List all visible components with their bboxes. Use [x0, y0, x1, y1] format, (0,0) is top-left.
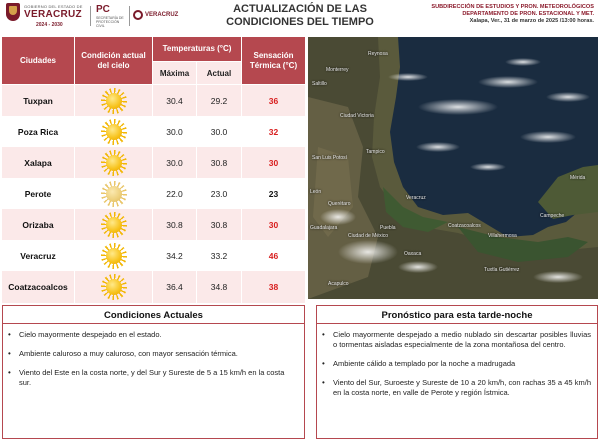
- max-temp-cell: 22.0: [153, 178, 196, 210]
- list-item: [322, 378, 591, 398]
- logo-veracruz2: VERACRUZ: [145, 12, 179, 18]
- bullet-icon: •: [322, 378, 325, 387]
- sensation-cell: 36: [242, 85, 305, 117]
- city-cell: Veracruz: [2, 240, 74, 272]
- max-temp-cell: 30.0: [153, 116, 196, 148]
- conditions-divider: [3, 323, 304, 324]
- table-row: [2, 271, 305, 303]
- logo-divider: [129, 6, 130, 26]
- actual-temp-cell: 30.8: [197, 209, 241, 241]
- condition-cell: [75, 240, 152, 272]
- logo-pc-text: SECRETARÍA DE PROTECCIÓN CIVIL: [96, 16, 124, 28]
- actual-temp-cell: 29.2: [197, 85, 241, 117]
- list-item-text: Ambiente cálido a templado por la noche a madrugada: [333, 359, 516, 368]
- sun-icon: [101, 88, 127, 114]
- map-label-veracruz: Veracruz: [406, 195, 426, 201]
- map-label-monterrey: Monterrey: [326, 67, 349, 73]
- sun-icon: [101, 243, 127, 269]
- map-label-merida: Mérida: [570, 175, 586, 181]
- table-row: [2, 178, 305, 210]
- header: [0, 0, 600, 34]
- map-label-oaxaca: Oaxaca: [404, 251, 422, 257]
- logo-divider: [90, 6, 91, 26]
- current-conditions-panel: [2, 305, 305, 439]
- bullet-icon: •: [8, 368, 11, 377]
- map-label-ciudad-victoria: Ciudad Victoria: [340, 113, 374, 119]
- satellite-map: [308, 37, 598, 299]
- list-item: [8, 349, 298, 359]
- weather-table: [2, 37, 305, 299]
- condition-cell: [75, 147, 152, 179]
- veracruz-government-logo: [6, 3, 86, 33]
- title-line-2: CONDICIONES DEL TIEMPO: [226, 16, 374, 28]
- forecast-panel: [316, 305, 598, 439]
- veracruz-shield-icon: [6, 3, 20, 21]
- logo-gov-small: GOBIERNO DEL ESTADO DE: [24, 4, 83, 9]
- proteccion-civil-logo: [96, 4, 126, 30]
- title-line-1: ACTUALIZACIÓN DE LAS: [233, 3, 367, 15]
- map-label-leon: León: [310, 189, 322, 195]
- sun-pale-icon: [101, 181, 127, 207]
- map-label-tuxtla: Tuxtla Gutiérrez: [484, 267, 520, 273]
- list-item-text: Ambiente caluroso a muy caluroso, con mayor sensación térmica.: [19, 349, 238, 358]
- satellite-image: [308, 37, 598, 299]
- sensation-cell: 23: [242, 178, 305, 210]
- col-sens-header: Sensación Térmica (°C): [242, 37, 305, 84]
- max-temp-cell: 30.0: [153, 147, 196, 179]
- subdir-line-1: SUBDIRECCIÓN DE ESTUDIOS Y PRON. METEOROLÓGICOS: [431, 4, 594, 10]
- actual-temp-cell: 33.2: [197, 240, 241, 272]
- max-temp-cell: 36.4: [153, 271, 196, 303]
- table-row: [2, 116, 305, 148]
- map-label-queretaro: Querétaro: [328, 201, 351, 207]
- sensation-cell: 30: [242, 147, 305, 179]
- conditions-title: Condiciones Actuales: [104, 310, 203, 321]
- map-label-tampico: Tampico: [366, 149, 385, 155]
- map-label-mexico: Ciudad de México: [348, 233, 389, 239]
- city-cell: Poza Rica: [2, 116, 74, 148]
- city-cell: Xalapa: [2, 147, 74, 179]
- bullet-icon: •: [8, 330, 11, 339]
- date-line: Xalapa, Ver., 31 de marzo de 2025 /13:00 horas.: [469, 18, 594, 24]
- map-label-villahermosa: Villahermosa: [488, 233, 517, 239]
- sensation-cell: 46: [242, 240, 305, 272]
- condition-cell: [75, 271, 152, 303]
- max-temp-cell: 30.8: [153, 209, 196, 241]
- table-row: [2, 147, 305, 179]
- col-temps-header: Temperaturas (°C): [153, 37, 241, 61]
- list-item-text: Cielo mayormente despejado a medio nublado sin descartar posibles lluvias o tormentas aisladas especialmente de la zona montañosa del centro.: [333, 330, 591, 349]
- agency-subtitle: [374, 4, 594, 25]
- map-label-campeche: Campeche: [540, 213, 565, 219]
- map-label-puebla: Puebla: [380, 225, 396, 231]
- sensation-cell: 38: [242, 271, 305, 303]
- logo-gov-big: VERACRUZ: [24, 9, 82, 20]
- logo-gov-years: 2024 - 2030: [36, 22, 63, 28]
- logo-pc: PC: [96, 4, 110, 15]
- list-item: [8, 368, 298, 388]
- col-condition-header: Condición actual del cielo: [75, 37, 152, 84]
- actual-temp-cell: 23.0: [197, 178, 241, 210]
- sun-icon: [101, 274, 127, 300]
- bullet-icon: •: [8, 349, 11, 358]
- list-item: [322, 330, 591, 350]
- table-row: [2, 209, 305, 241]
- city-cell: Tuxpan: [2, 85, 74, 117]
- emblem-icon: [133, 10, 143, 20]
- actual-temp-cell: 30.8: [197, 147, 241, 179]
- conditions-list: [8, 330, 298, 397]
- sensation-cell: 30: [242, 209, 305, 241]
- list-item-text: Cielo mayormente despejado en el estado.: [19, 330, 162, 339]
- col-actual-header: Actual: [197, 62, 241, 84]
- actual-temp-cell: 30.0: [197, 116, 241, 148]
- page-title: [200, 3, 400, 29]
- forecast-title: Pronóstico para esta tarde-noche: [381, 310, 533, 321]
- forecast-list: [322, 330, 591, 407]
- bullet-icon: •: [322, 330, 325, 339]
- sun-icon: [101, 150, 127, 176]
- sensation-cell: 32: [242, 116, 305, 148]
- list-item: [322, 359, 591, 369]
- table-row: [2, 85, 305, 117]
- table-row: [2, 240, 305, 272]
- actual-temp-cell: 34.8: [197, 271, 241, 303]
- list-item-text: Viento del Sur, Suroeste y Sureste de 10 a 20 km/h, con rachas 35 a 45 km/h en la costa norte, en valle de Perote y región Ístmica.: [333, 378, 591, 397]
- condition-cell: [75, 209, 152, 241]
- city-cell: Coatzacoalcos: [2, 271, 74, 303]
- sun-icon: [101, 119, 127, 145]
- sun-icon: [101, 212, 127, 238]
- map-label-reynosa: Reynosa: [368, 51, 388, 57]
- city-cell: Perote: [2, 178, 74, 210]
- condition-cell: [75, 178, 152, 210]
- city-cell: Orizaba: [2, 209, 74, 241]
- list-item-text: Viento del Este en la costa norte, y del Sur y Sureste de 5 a 15 km/h en la costa sur.: [19, 368, 285, 387]
- map-label-guadalajara: Guadalajara: [310, 225, 338, 231]
- condition-cell: [75, 85, 152, 117]
- map-label-acapulco: Acapulco: [328, 281, 349, 287]
- map-label-coatzacoalcos: Coatzacoalcos: [448, 223, 481, 229]
- condition-cell: [75, 116, 152, 148]
- list-item: [8, 330, 298, 340]
- max-temp-cell: 30.4: [153, 85, 196, 117]
- col-city-header: Ciudades: [2, 37, 74, 84]
- forecast-divider: [317, 323, 597, 324]
- subdir-line-2: DEPARTAMENTO DE PRON. ESTACIONAL Y MET.: [462, 11, 594, 17]
- col-max-header: Máxima: [153, 62, 196, 84]
- max-temp-cell: 34.2: [153, 240, 196, 272]
- veracruz-secondary-logo: [133, 8, 179, 26]
- map-label-san-luis: San Luis Potosí: [312, 155, 348, 161]
- map-label-saltillo: Saltillo: [312, 81, 327, 87]
- bullet-icon: •: [322, 359, 325, 368]
